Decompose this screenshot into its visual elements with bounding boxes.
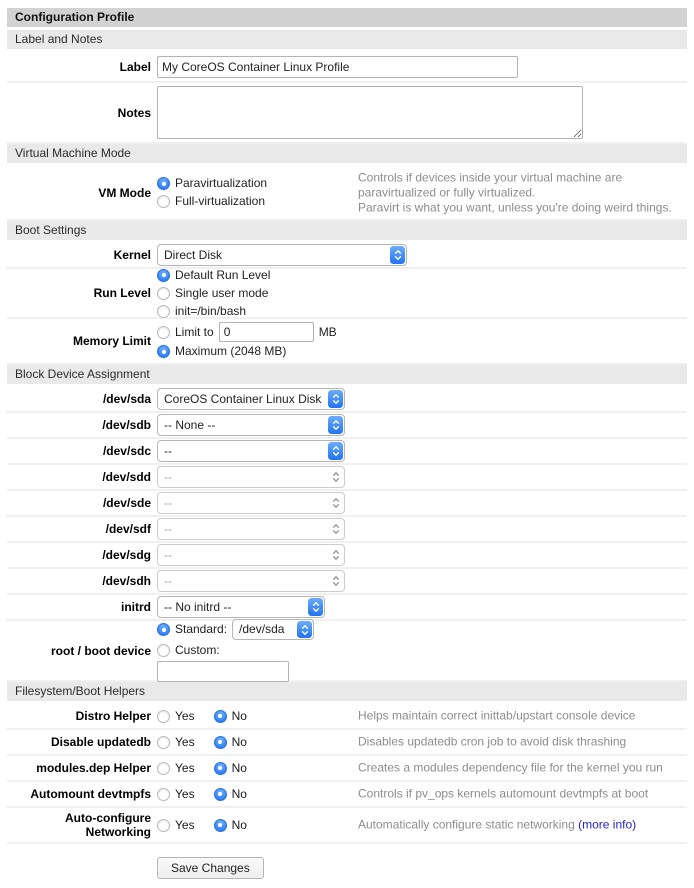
- helper-label: modules.dep Helper: [36, 761, 151, 775]
- table-row: [7, 569, 687, 595]
- initrd-label: initrd: [121, 600, 151, 614]
- vm-mode-help-text: Controls if devices inside your virtual machine are paravirtualized or fully virtualized. Paravirt is what you want, unless you're doing weird things.: [358, 170, 672, 214]
- helper-label: Distro Helper: [75, 709, 151, 723]
- yes-label: Yes: [175, 761, 195, 775]
- device-label: /dev/sdh: [102, 574, 151, 588]
- vm-mode-label: VM Mode: [98, 185, 151, 200]
- label-input[interactable]: [157, 56, 518, 78]
- kernel-label: Kernel: [113, 248, 151, 262]
- table-row: [7, 387, 687, 413]
- vm-mode-row: [7, 166, 687, 221]
- yes-label: Yes: [175, 709, 195, 723]
- root-standard-radio[interactable]: [157, 623, 170, 636]
- no-label: No: [231, 709, 247, 723]
- dev-sdg-select[interactable]: --: [157, 544, 345, 566]
- select-spinner-icon: [328, 546, 343, 564]
- automount-devtmpfs-yes-radio[interactable]: [157, 788, 170, 801]
- run-level-option-label: init=/bin/bash: [175, 303, 247, 318]
- table-row: [7, 543, 687, 569]
- select-spinner-icon: [390, 246, 405, 264]
- select-spinner-icon: [328, 468, 343, 486]
- auto-configure-networking-yes-radio[interactable]: [157, 819, 170, 832]
- notes-field-label: Notes: [117, 105, 151, 120]
- root-standard-label: Standard:: [175, 622, 228, 636]
- no-label: No: [231, 761, 247, 775]
- label-row: [7, 52, 687, 83]
- auto-configure-networking-no-radio[interactable]: [214, 819, 227, 832]
- kernel-row: [7, 243, 687, 269]
- section-header-vm-mode: Virtual Machine Mode: [7, 144, 687, 163]
- memory-limit-row: [7, 319, 687, 365]
- helper-help-text: Creates a modules dependency file for the kernel you run: [358, 760, 663, 775]
- helper-label: Disable updatedb: [50, 735, 151, 749]
- dev-sdc-select[interactable]: --: [157, 440, 345, 462]
- no-label: No: [231, 818, 247, 832]
- distro-helper-yes-radio[interactable]: [157, 710, 170, 723]
- table-row: [7, 491, 687, 517]
- disable-updatedb-no-radio[interactable]: [214, 736, 227, 749]
- memory-limit-to-radio[interactable]: [157, 326, 170, 339]
- automount-devtmpfs-no-radio[interactable]: [214, 788, 227, 801]
- vm-mode-paravirtualization-radio[interactable]: [157, 177, 170, 190]
- dev-sdh-select[interactable]: --: [157, 570, 345, 592]
- device-label: /dev/sdb: [102, 418, 151, 432]
- select-spinner-icon: [328, 390, 343, 408]
- save-button[interactable]: Save Changes: [157, 857, 264, 879]
- select-spinner-icon: [328, 416, 343, 434]
- root-device-select[interactable]: /dev/sda: [232, 619, 314, 640]
- run-level-option-label: Default Run Level: [175, 267, 271, 282]
- root-custom-input[interactable]: [157, 661, 289, 682]
- dev-sdf-select[interactable]: --: [157, 518, 345, 540]
- helper-label: Auto-configure Networking: [65, 811, 151, 839]
- root-custom-radio[interactable]: [157, 644, 170, 657]
- section-header-block-devices: Block Device Assignment: [7, 365, 687, 384]
- select-spinner-icon: [297, 621, 312, 638]
- run-level-label: Run Level: [93, 286, 151, 300]
- dev-sdd-select[interactable]: --: [157, 466, 345, 488]
- memory-limit-unit: MB: [318, 324, 337, 339]
- disable-updatedb-yes-radio[interactable]: [157, 736, 170, 749]
- modules-dep-yes-radio[interactable]: [157, 762, 170, 775]
- table-row: [7, 465, 687, 491]
- table-row: [7, 782, 687, 808]
- dev-sde-select[interactable]: --: [157, 492, 345, 514]
- root-custom-label: Custom:: [175, 643, 220, 657]
- yes-label: Yes: [175, 787, 195, 801]
- label-field-label: Label: [119, 59, 151, 74]
- page-title: Configuration Profile: [7, 8, 687, 27]
- distro-helper-no-radio[interactable]: [214, 710, 227, 723]
- table-row: [7, 730, 687, 756]
- device-label: /dev/sdf: [105, 522, 151, 536]
- select-spinner-icon: [328, 520, 343, 538]
- run-level-row: [7, 269, 687, 319]
- more-info-link[interactable]: (more info): [578, 817, 637, 832]
- root-device-label: root / boot device: [50, 643, 151, 658]
- table-row: [7, 413, 687, 439]
- helper-help-text: Helps maintain correct inittab/upstart console device: [358, 708, 636, 723]
- modules-dep-no-radio[interactable]: [214, 762, 227, 775]
- run-level-option-label: Single user mode: [175, 285, 269, 300]
- helper-help-text: Disables updatedb cron job to avoid disk thrashing: [358, 734, 627, 749]
- initrd-row: [7, 595, 687, 621]
- device-label: /dev/sdd: [102, 470, 151, 484]
- table-row: [7, 439, 687, 465]
- section-header-boot-settings: Boot Settings: [7, 221, 687, 240]
- section-header-helpers: Filesystem/Boot Helpers: [7, 682, 687, 701]
- table-row: [7, 517, 687, 543]
- memory-limit-option-label: Limit to: [175, 324, 214, 339]
- select-spinner-icon: [328, 572, 343, 590]
- vm-mode-option-label: Full-virtualization: [175, 194, 266, 208]
- kernel-select[interactable]: Direct Disk: [157, 244, 407, 266]
- device-label: /dev/sdc: [102, 444, 151, 458]
- no-label: No: [231, 735, 247, 749]
- select-spinner-icon: [328, 494, 343, 512]
- yes-label: Yes: [175, 735, 195, 749]
- helper-help-text: Controls if pv_ops kernels automount devtmpfs at boot: [358, 786, 649, 801]
- initrd-select[interactable]: -- No initrd --: [157, 596, 325, 618]
- run-level-default-radio[interactable]: [157, 269, 170, 282]
- device-label: /dev/sde: [102, 496, 151, 510]
- device-label: /dev/sdg: [102, 548, 151, 562]
- no-label: No: [231, 787, 247, 801]
- vm-mode-full-virtualization-radio[interactable]: [157, 195, 170, 208]
- notes-textarea[interactable]: [157, 86, 583, 139]
- table-row: [7, 756, 687, 782]
- dev-sda-select[interactable]: CoreOS Container Linux Disk: [157, 388, 345, 410]
- dev-sdb-select[interactable]: -- None --: [157, 414, 345, 436]
- table-row: [7, 704, 687, 730]
- select-spinner-icon: [308, 598, 323, 616]
- device-label: /dev/sda: [102, 392, 151, 406]
- run-level-single-user-radio[interactable]: [157, 287, 170, 300]
- root-device-row: [7, 621, 687, 682]
- vm-mode-option-label: Paravirtualization: [175, 176, 268, 190]
- memory-limit-input[interactable]: [219, 322, 314, 342]
- yes-label: Yes: [175, 818, 195, 832]
- section-header-label-notes: Label and Notes: [7, 30, 687, 49]
- memory-maximum-radio[interactable]: [157, 345, 170, 358]
- helper-label: Automount devtmpfs: [30, 787, 151, 801]
- notes-row: [7, 83, 687, 144]
- memory-maximum-option-label: Maximum (2048 MB): [175, 344, 287, 358]
- helper-help-text: Automatically configure static networking (more info): [358, 817, 637, 832]
- memory-limit-label: Memory Limit: [72, 334, 151, 348]
- run-level-init-bash-radio[interactable]: [157, 305, 170, 318]
- table-row: [7, 808, 687, 844]
- select-spinner-icon: [328, 442, 343, 460]
